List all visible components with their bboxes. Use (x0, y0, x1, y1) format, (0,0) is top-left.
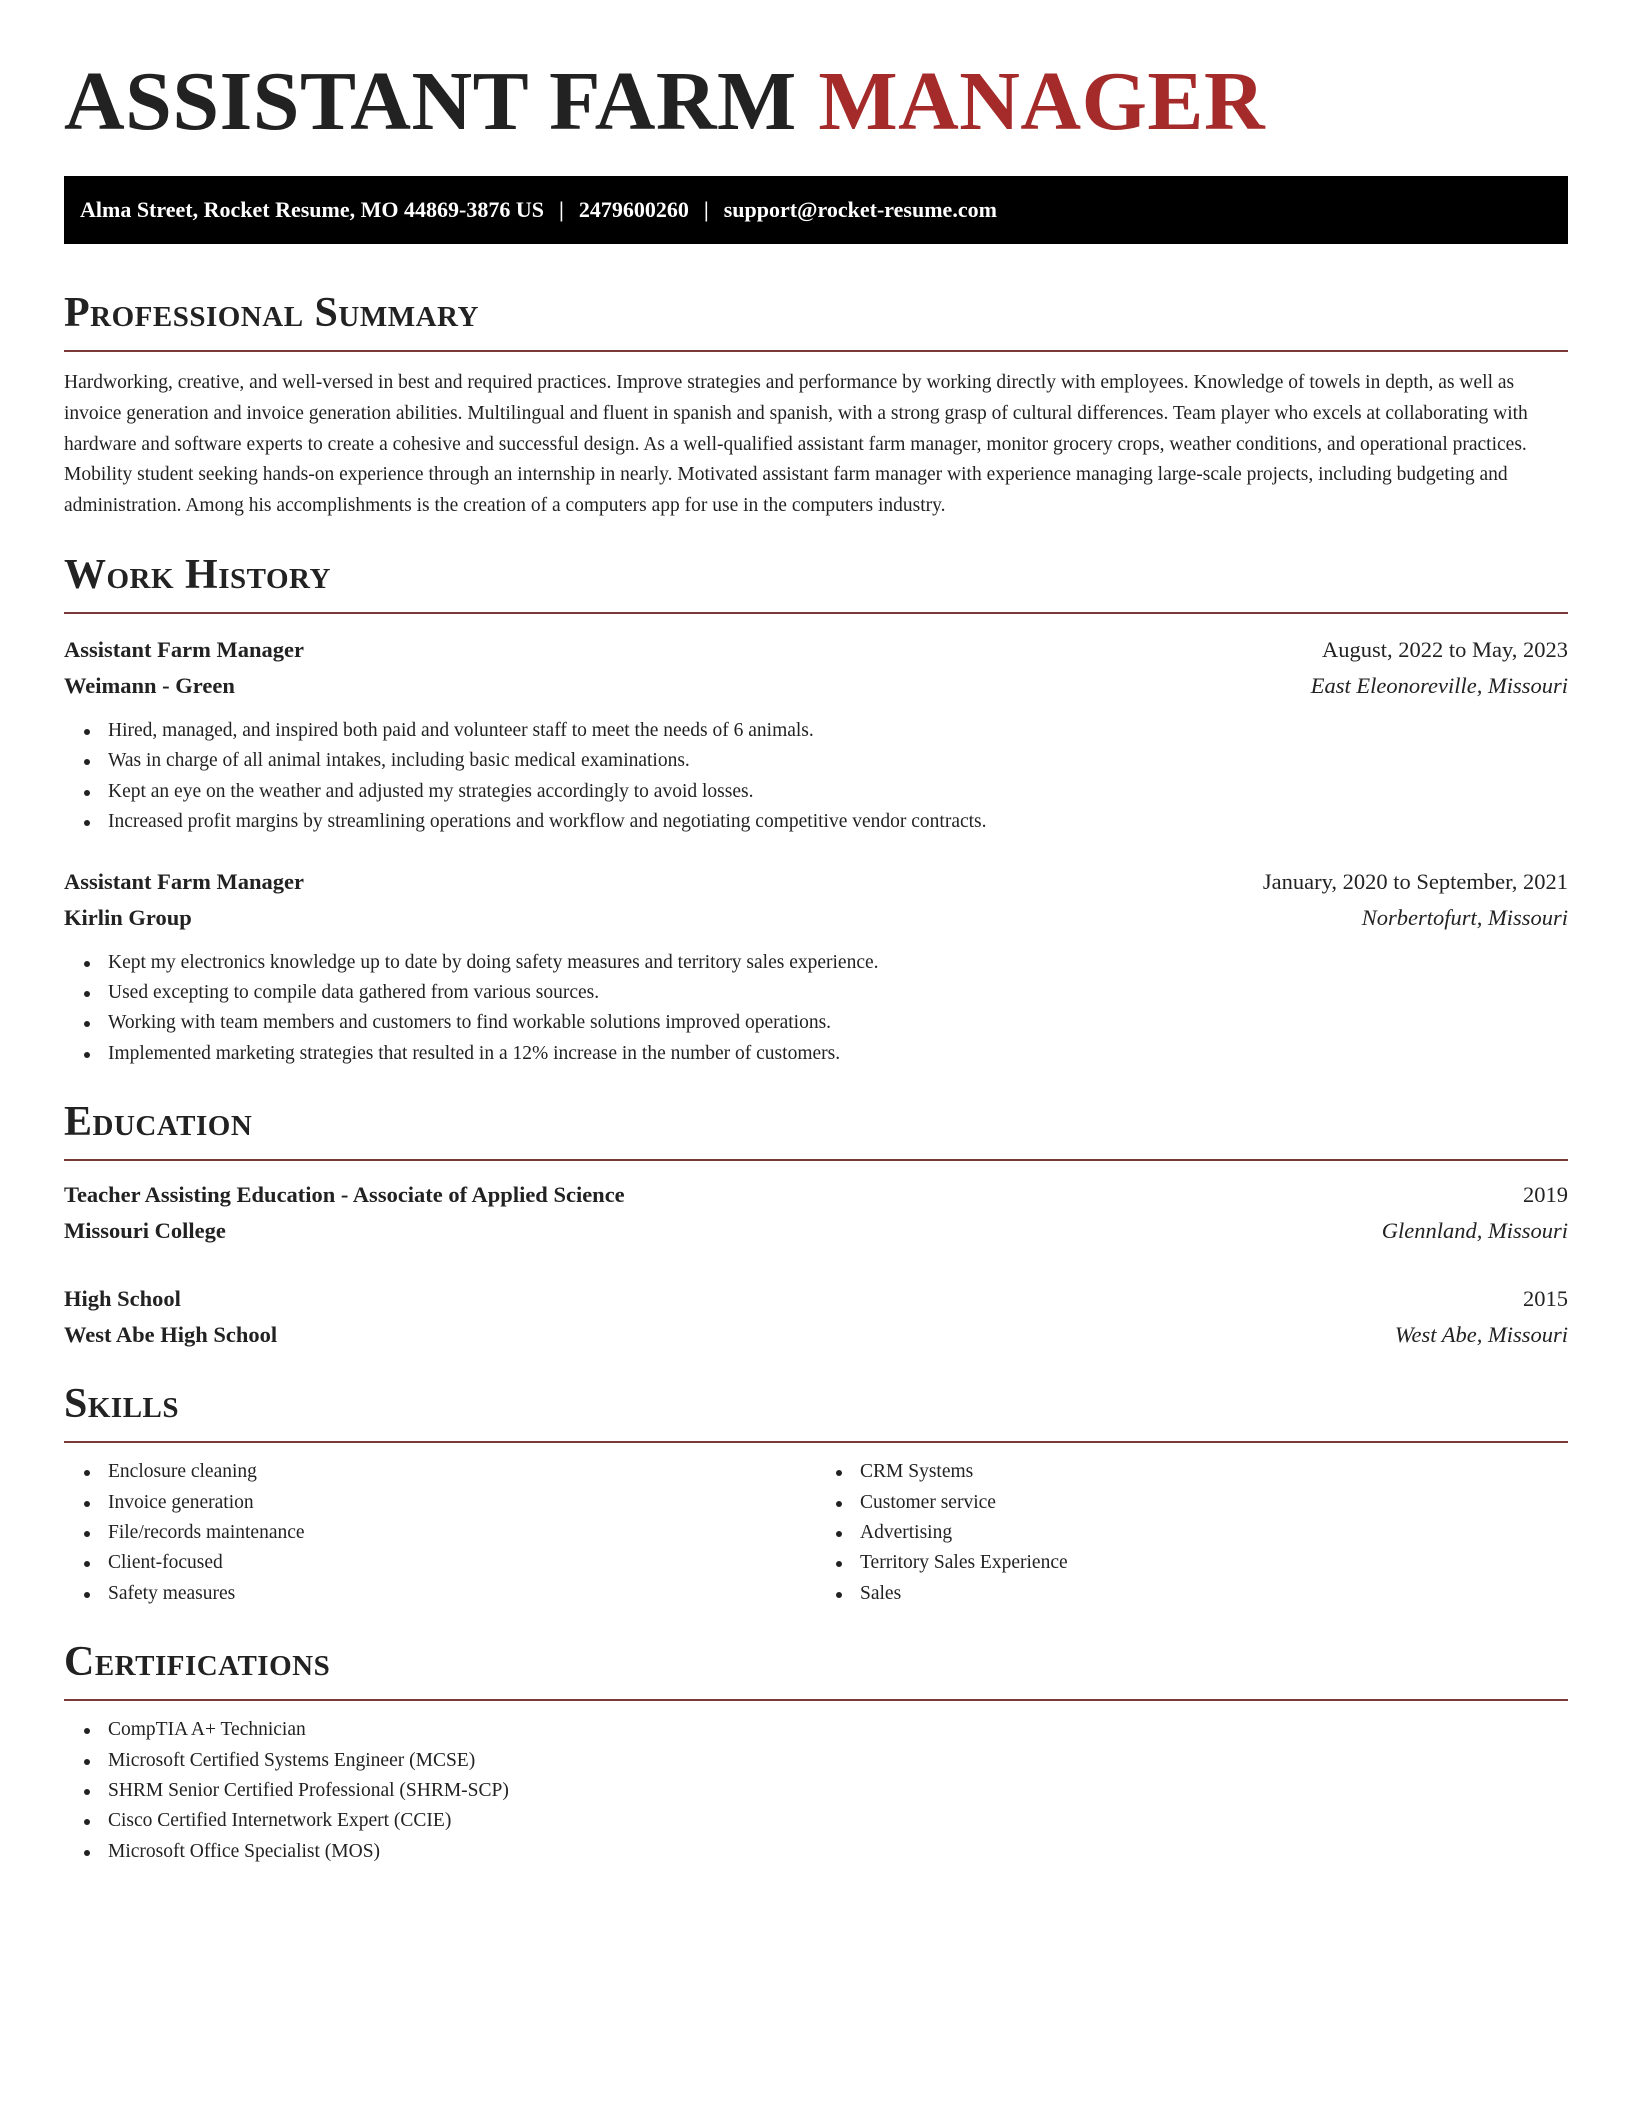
skills-list-right (816, 1457, 1568, 1609)
list-item: Microsoft Office Specialist (MOS) (108, 1837, 1568, 1867)
resume-title (64, 52, 1568, 152)
section-divider (64, 1159, 1568, 1161)
education-school-row (64, 1213, 1568, 1249)
job-company: Weimann - Green (64, 672, 235, 698)
education-year: 2019 (1523, 1182, 1568, 1208)
job-company-row (64, 668, 1568, 704)
list-item: Kept an eye on the weather and adjusted my strategies accordingly to avoid losses. (108, 777, 1568, 807)
education-location: West Abe, Missouri (1394, 1322, 1568, 1348)
job-dates: August, 2022 to May, 2023 (1321, 636, 1568, 662)
education-school: West Abe High School (64, 1322, 278, 1348)
list-item: Customer service (860, 1488, 1568, 1518)
education-header-row (64, 1177, 1568, 1213)
contact-separator: | (558, 197, 564, 222)
job-company: Kirlin Group (64, 904, 192, 930)
job-entry (64, 864, 1568, 1070)
list-item: Hired, managed, and inspired both paid and volunteer staff to meet the needs of 6 animals. (108, 716, 1568, 746)
job-company-row (64, 900, 1568, 936)
section-divider (64, 1699, 1568, 1701)
list-item: Client-focused (108, 1548, 816, 1578)
list-item: Implemented marketing strategies that resulted in a 12% increase in the number of customers. (108, 1039, 1568, 1069)
education-degree: Teacher Assisting Education - Associate of Applied Science (64, 1182, 625, 1208)
education-school-row (64, 1317, 1568, 1353)
education-degree: High School (64, 1286, 181, 1312)
education-heading: Education (64, 1099, 253, 1146)
contact-separator: | (703, 197, 709, 222)
skills-list-left (64, 1457, 816, 1609)
contact-email: support@rocket-resume.com (723, 197, 997, 222)
list-item: File/records maintenance (108, 1518, 816, 1548)
work-history-heading: Work History (64, 551, 331, 598)
list-item: Invoice generation (108, 1488, 816, 1518)
list-item: Territory Sales Experience (860, 1548, 1568, 1578)
list-item: Enclosure cleaning (108, 1457, 816, 1487)
summary-heading: Professional Summary (64, 290, 479, 336)
job-bullets (64, 948, 1568, 1070)
summary-text: Hardworking, creative, and well-versed in best and required practices. Improve strategies and performance by working directly with employees. Knowledge of towels in depth, as well as invoice generation and invoice generation abilities. Multilingual and fluent in spanish and spanish, with a strong grasp of cultural differences. Team player who excels at collaborating with hardware and software experts to create a cohesive and successful design. As a well-qualified assistant farm manager, monitor grocery crops, weather conditions, and operational practices. Mobility student seeking hands-on experience through an internship in nearly. Motivated assistant farm manager with experience managing large-scale projects, including budgeting and administration. Among his accomplishments is the creation of a computers app for use in the computers industry. (64, 372, 1528, 517)
certifications-section (64, 1635, 1568, 1867)
list-item: Advertising (860, 1518, 1568, 1548)
contact-address: Alma Street, Rocket Resume, MO 44869-3876 US (80, 197, 544, 222)
education-entry (64, 1177, 1568, 1249)
list-item: Cisco Certified Internetwork Expert (CCIE) (108, 1806, 1568, 1836)
skills-heading: Skills (64, 1381, 180, 1428)
skills-section (64, 1377, 1568, 1609)
education-year: 2015 (1523, 1286, 1568, 1312)
job-entry (64, 632, 1568, 838)
list-item: CompTIA A+ Technician (108, 1715, 1568, 1745)
list-item: Microsoft Certified Systems Engineer (MCSE) (108, 1746, 1568, 1776)
list-item: CRM Systems (860, 1457, 1568, 1487)
list-item: Sales (860, 1579, 1568, 1609)
job-title: Assistant Farm Manager (64, 636, 304, 662)
job-header-row (64, 864, 1568, 900)
job-location: East Eleonoreville, Missouri (1310, 672, 1568, 698)
title-main: ASSISTANT FARM (64, 55, 797, 148)
contact-bar (64, 176, 1568, 244)
list-item: SHRM Senior Certified Professional (SHRM-SCP) (108, 1776, 1568, 1806)
education-entry (64, 1281, 1568, 1353)
education-location: Glennland, Missouri (1381, 1218, 1568, 1244)
title-accent: MANAGER (818, 55, 1266, 148)
education-section (64, 1095, 1568, 1353)
skills-grid (64, 1457, 1568, 1609)
summary-section (64, 286, 1568, 522)
section-divider (64, 1441, 1568, 1443)
education-header-row (64, 1281, 1568, 1317)
job-dates: January, 2020 to September, 2021 (1262, 868, 1568, 894)
job-header-row (64, 632, 1568, 668)
section-divider (64, 612, 1568, 614)
education-school: Missouri College (64, 1218, 226, 1244)
job-title: Assistant Farm Manager (64, 868, 304, 894)
job-bullets (64, 716, 1568, 838)
certifications-heading: Certifications (64, 1639, 331, 1686)
list-item: Working with team members and customers to find workable solutions improved operations. (108, 1008, 1568, 1038)
list-item: Used excepting to compile data gathered from various sources. (108, 978, 1568, 1008)
work-history-section (64, 548, 1568, 1069)
contact-phone: 2479600260 (578, 197, 689, 222)
list-item: Was in charge of all animal intakes, including basic medical examinations. (108, 746, 1568, 776)
job-location: Norbertofurt, Missouri (1361, 904, 1568, 930)
list-item: Increased profit margins by streamlining operations and workflow and negotiating competitive vendor contracts. (108, 807, 1568, 837)
certifications-list (64, 1715, 1568, 1867)
list-item: Safety measures (108, 1579, 816, 1609)
section-divider (64, 350, 1568, 352)
list-item: Kept my electronics knowledge up to date by doing safety measures and territory sales experience. (108, 948, 1568, 978)
